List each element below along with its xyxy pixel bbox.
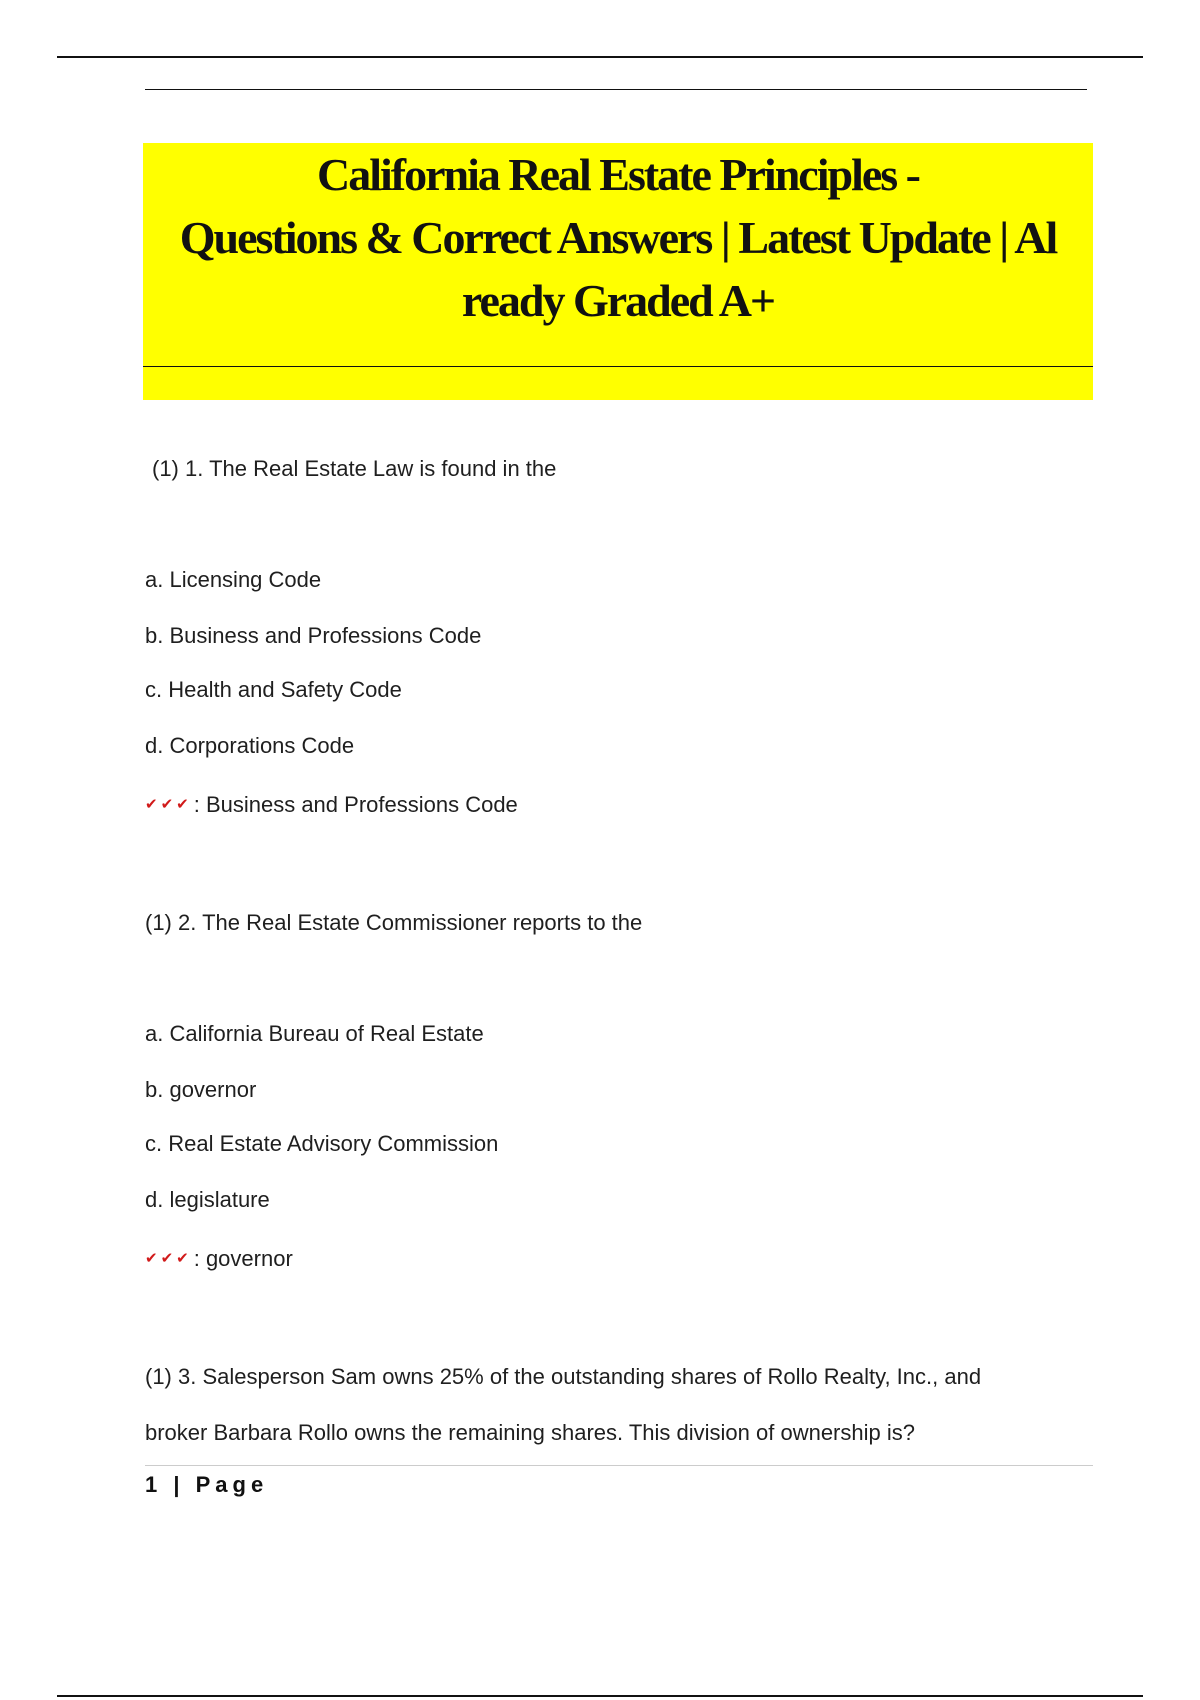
- top-border-rule: [57, 56, 1143, 58]
- question-2-answer: [145, 1246, 293, 1272]
- check-marks-icon: ✔✔✔: [145, 1250, 192, 1267]
- question-1-option-c: c. Health and Safety Code: [145, 677, 402, 702]
- question-1-option-b: b. Business and Professions Code: [145, 623, 482, 648]
- title-line-2: Questions & Correct Answers | Latest Update | Al: [179, 212, 1057, 263]
- header-rule: [145, 89, 1087, 90]
- question-1-answer: [145, 792, 518, 818]
- question-2-option-d: d. legislature: [145, 1187, 270, 1212]
- title-line-1: California Real Estate Principles -: [316, 149, 919, 200]
- question-1-option-a: a. Licensing Code: [145, 567, 322, 592]
- title-banner: [143, 143, 1093, 400]
- title-line-3: ready Graded A+: [461, 275, 775, 326]
- footer-divider: [145, 1465, 1093, 1466]
- question-1-prompt: (1) 1. The Real Estate Law is found in the: [152, 456, 557, 481]
- bottom-border-rule: [57, 1695, 1143, 1697]
- question-2-option-c: c. Real Estate Advisory Commission: [145, 1131, 499, 1156]
- title-divider: [143, 366, 1093, 367]
- document-title: [143, 143, 1093, 332]
- question-2-answer-text: : governor: [193, 1246, 293, 1271]
- check-marks-icon: ✔✔✔: [145, 796, 192, 813]
- question-1-option-d: d. Corporations Code: [145, 733, 355, 758]
- question-3-prompt-line-2: broker Barbara Rollo owns the remaining shares. This division of ownership is?: [145, 1420, 915, 1445]
- question-2-prompt: (1) 2. The Real Estate Commissioner reports to the: [145, 910, 643, 935]
- question-1-answer-text: : Business and Professions Code: [193, 792, 518, 817]
- question-3-prompt-line-1: (1) 3. Salesperson Sam owns 25% of the outstanding shares of Rollo Realty, Inc., and: [145, 1364, 982, 1389]
- question-2-option-a: a. California Bureau of Real Estate: [145, 1021, 484, 1046]
- question-2-option-b: b. governor: [145, 1077, 257, 1102]
- page-number-footer: 1 | Page: [145, 1472, 269, 1497]
